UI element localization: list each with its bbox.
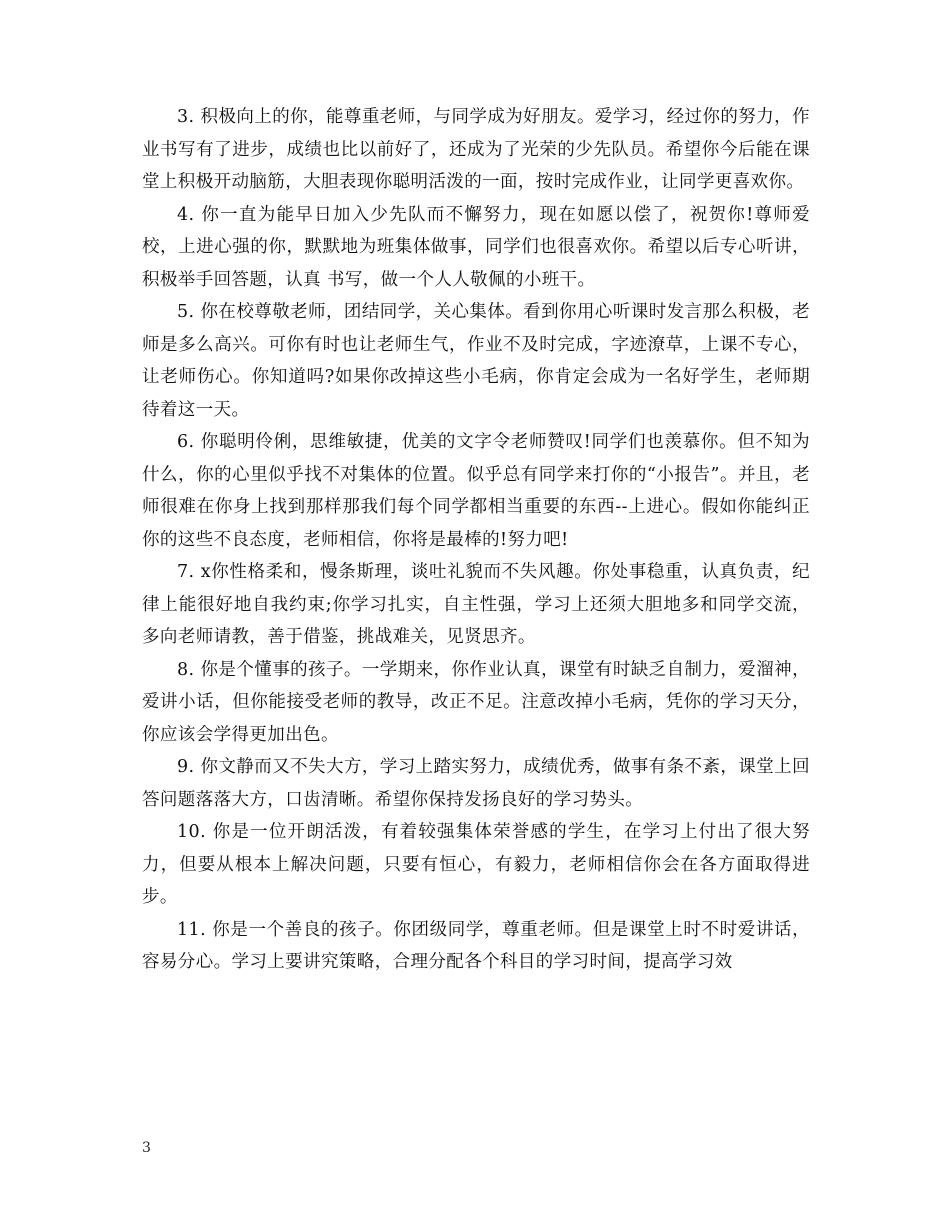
- document-body: [142, 101, 810, 979]
- comment-paragraph-5: 5. 你在校尊敬老师，团结同学，关心集体。看到你用心听课时发言那么积极，老师是多么高兴。可你有时也让老师生气，作业不及时完成，字迹潦草，上课不专心，让老师伤心。你知道吗?如果你改掉这些小毛病，你肯定会成为一名好学生，老师期待着这一天。: [142, 302, 810, 420]
- comment-paragraph-11: 11. 你是一个善良的孩子。你团级同学，尊重老师。但是课堂上时不时爱讲话，容易分心。学习上要讲究策略，合理分配各个科目的学习时间，提高学习效: [142, 919, 810, 972]
- page-number: 3: [142, 1140, 151, 1156]
- comment-paragraph-7: 7. x你性格柔和，慢条斯理，谈吐礼貌而不失风趣。你处事稳重，认真负责，纪律上能很好地自我约束;你学习扎实，自主性强，学习上还须大胆地多和同学交流，多向老师请教，善于借鉴，挑战难关，见贤思齐。: [142, 562, 810, 647]
- comment-paragraph-3: 3. 积极向上的你，能尊重老师，与同学成为好朋友。爱学习，经过你的努力，作业书写有了进步，成绩也比以前好了，还成为了光荣的少先队员。希望你今后能在课堂上积极开动脑筋，大胆表现你聪明活泼的一面，按时完成作业，让同学更喜欢你。: [142, 107, 810, 192]
- comment-paragraph-9: 9. 你文静而又不失大方，学习上踏实努力，成绩优秀，做事有条不紊，课堂上回答问题落落大方，口齿清晰。希望你保持发扬良好的学习势头。: [142, 757, 810, 810]
- comment-paragraph-8: 8. 你是个懂事的孩子。一学期来，你作业认真，课堂有时缺乏自制力，爱溜神，爱讲小话，但你能接受老师的教导，改正不足。注意改掉小毛病，凭你的学习天分，你应该会学得更加出色。: [142, 659, 810, 745]
- comment-paragraph-4: 4. 你一直为能早日加入少先队而不懈努力，现在如愿以偿了，祝贺你!尊师爱校，上进心强的你，默默地为班集体做事，同学们也很喜欢你。希望以后专心听讲，积极举手回答题，认真 书写，做一个人人敬佩的小班干。: [142, 204, 810, 290]
- comment-paragraph-10: 10. 你是一位开朗活泼，有着较强集体荣誉感的学生，在学习上付出了很大努力，但要从根本上解决问题，只要有恒心，有毅力，老师相信你会在各方面取得进步。: [142, 822, 810, 907]
- comment-paragraph-6: 6. 你聪明伶俐，思维敏捷，优美的文字令老师赞叹!同学们也羡慕你。但不知为什么，你的心里似乎找不对集体的位置。似乎总有同学来打你的“小报告”。并且，老师很难在你身上找到那样那我们每个同学都相当重要的东西--上进心。假如你能纠正你的这些不良态度，老师相信，你将是最棒的!努力吧!: [142, 432, 810, 550]
